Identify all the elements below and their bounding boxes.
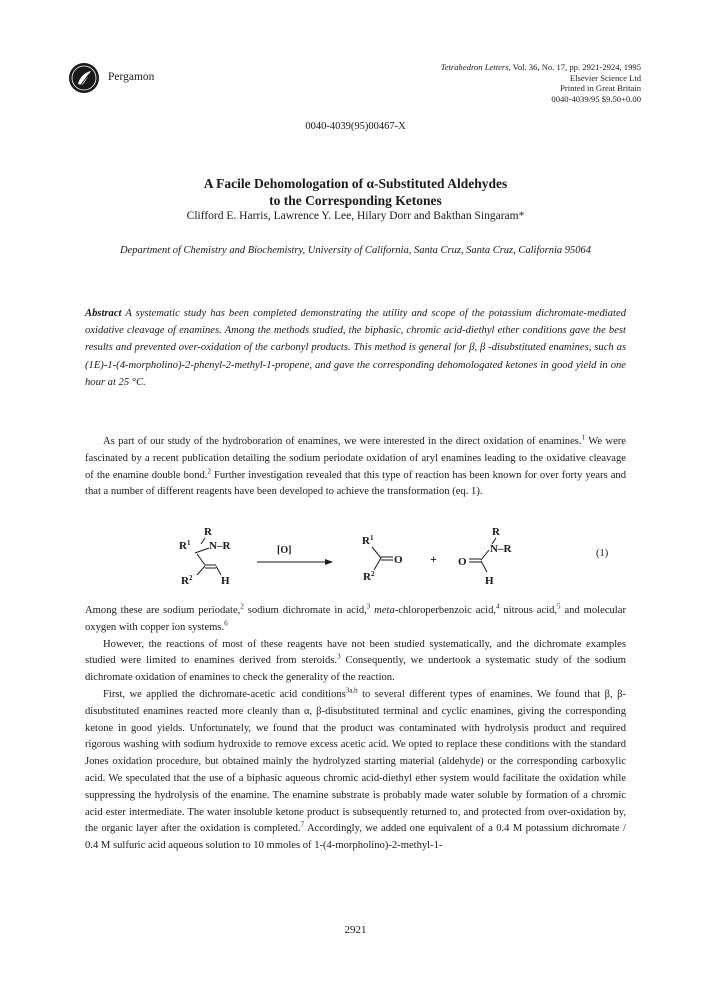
bond-n-r xyxy=(201,538,205,544)
publisher-name: Pergamon xyxy=(108,71,155,83)
title-line-1: A Facile Dehomologation of α-Substituted Aldehydes xyxy=(203,176,508,191)
bond-amide-n xyxy=(481,550,489,560)
amide-o: O xyxy=(458,556,467,568)
journal-info xyxy=(321,62,641,104)
paragraph-4: First, we applied the dichromate-acetic acid conditions$^{3a,b}$ to several different types of enamines. We found that β, β-disubstituted enamines reacted more cleanly than α, β-disubstituted terminal and cyclic enamines, giving the corresponding ketone in good yields. Unfortunately, we found that the product was contaminated with hydrolysis product and required rigorous washing with sodium hydroxide to remove excess acetic acid. We opted to replace these conditions with the standard Jones oxidation procedure, but obtained mainly the hydrolyzed starting material (aldehyde) or the corresponding carboxylic acid. We speculated that the use of a biphasic aqueous chromic acid-diethyl ether system would facilitate the oxidation while suppressing the hydrolysis of the enamine. The enamine substrate is probably made water soluble by formation of a chromic acid ester intermediate. The water insoluble ketone product is subsequently returned to, and protected from over-oxidation by, the organic layer after the oxidation is completed.$^7$ Accordingly, we added one equivalent of a 0.4 M potassium dichromate / 0.4 M sulfuric acid aqueous solution to 10 mmoles of 1-(4-morpholino)-2-methyl-1- xyxy=(85,686,626,852)
body-text xyxy=(85,603,626,855)
reagent-label: [O] xyxy=(277,545,292,556)
printed-line: Printed in Great Britain xyxy=(560,83,641,93)
reactant-r1: $R^1$ xyxy=(179,539,191,552)
reactant-r2: $R^2$ xyxy=(181,574,193,587)
para1-text-c: Further investigation revealed that this type of reaction has been known for over forty years and that a number of different reagents have been developed to achieve the transformation (eq. 1). xyxy=(85,469,626,498)
product-r1: $R^1$ xyxy=(362,534,374,547)
reference-1: 1 xyxy=(581,433,586,442)
bond-r2 xyxy=(197,566,205,575)
doi: 0040-4039(95)00467-X xyxy=(305,121,406,132)
amide-n-r: N–R xyxy=(490,543,512,555)
reference-2: 2 xyxy=(207,467,211,476)
arrow-head-icon xyxy=(325,559,333,565)
amide-h: H xyxy=(485,575,494,587)
abstract-text: A systematic study has been completed demonstrating the utility and scope of the potassium dichromate-mediated oxidative cleavage of enamines. Among the methods studied, the biphasic, chromic acid-diethyl ether conditions gave the best results and prevented over-oxidation of the carbonyl products. This method is general for β, β -disubstituted enamines, such as (1E)-1-(4-morpholino)-2-phenyl-2-methyl-1-propene, and gave the corresponding dehomologated ketones in good yield in one hour at 25 °C. xyxy=(85,308,626,388)
reactant-n-r: N–R xyxy=(209,540,231,552)
reactant-h: H xyxy=(221,575,230,587)
publisher-logo-icon xyxy=(68,62,100,94)
paper-title xyxy=(0,175,711,209)
paragraph-1 xyxy=(85,434,626,501)
bond-c-r1 xyxy=(195,548,209,553)
affiliation: Department of Chemistry and Biochemistry, University of California, Santa Cruz, Santa Cruz, California 95064 xyxy=(119,245,592,256)
journal-name: Tetrahedron Letters, xyxy=(440,62,511,72)
bond-h xyxy=(216,566,221,575)
reactant-r: R xyxy=(204,526,212,538)
bond-amide-h xyxy=(481,561,487,572)
plus-sign: + xyxy=(430,552,437,566)
bond-ketone-r2 xyxy=(374,558,381,570)
abstract-label: Abstract xyxy=(85,308,122,319)
page-number: 2921 xyxy=(344,924,367,936)
abstract xyxy=(85,305,626,391)
authors: Clifford E. Harris, Lawrence Y. Lee, Hilary Dorr and Bakthan Singaram* xyxy=(186,210,525,222)
reaction-equation xyxy=(85,520,626,590)
title-line-2: to the Corresponding Ketones xyxy=(269,193,442,208)
bond-a xyxy=(197,554,205,565)
para1-text-a: As part of our study of the hydroboration of enamines, we were interested in the direct oxidation of enamines. xyxy=(103,436,582,447)
equation-number: (1) xyxy=(596,548,609,559)
copyright-line: Elsevier Science Ltd xyxy=(569,72,641,83)
product-r2: $R^2$ xyxy=(363,570,375,583)
para1-text-b: We were fascinated by a recent publication detailing the sodium periodate oxidation of aryl enamines leading to the oxidative cleavage of the enamine double bond. xyxy=(85,436,626,481)
paragraph-3: However, the reactions of most of these reagents have not been studied systematically, and the dichromate examples studied were limited to enamines derived from steroids.$^3$ Consequently, we undertook a systematic study of the sodium dichromate oxidation of enamines to check the generality of the reaction. xyxy=(85,638,626,684)
journal-volume: Vol. 36, No. 17, pp. 2921-2924, 1995 xyxy=(510,62,641,72)
product-o: O xyxy=(394,554,403,566)
paragraph-2: Among these are sodium periodate,$^2$ sodium dichromate in acid,$^3$ meta-chloroperbenzoic acid,$^4$ nitrous acid,$^5$ and molecular oxygen with copper ion systems.$^6$ xyxy=(85,602,626,633)
issn-line: 0040-4039/95 $9.50+0.00 xyxy=(551,93,641,104)
amide-r: R xyxy=(492,526,500,538)
bond-ketone-r1 xyxy=(372,547,381,558)
